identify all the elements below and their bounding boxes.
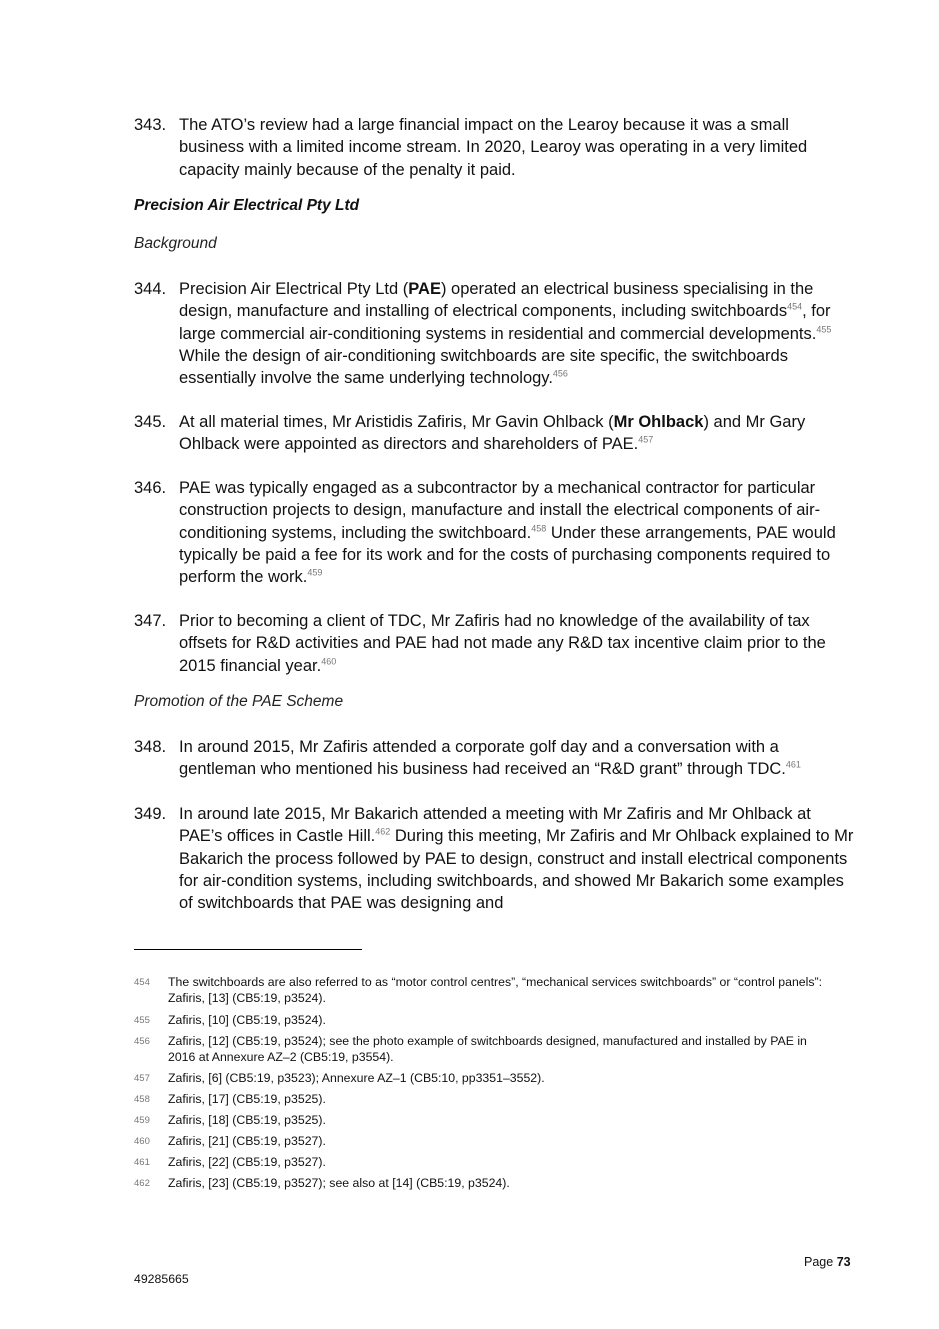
paragraph-345 — [134, 411, 854, 456]
footnote-ref[interactable]: 454 — [787, 301, 803, 312]
page-number-value: 73 — [836, 1255, 851, 1269]
defined-term: Mr Ohlback — [613, 413, 704, 431]
footnote-text: Zafiris, [10] (CB5:19, p3524). — [168, 1013, 326, 1027]
paragraph-number: 343. — [134, 116, 167, 134]
footnote-number: 458 — [134, 1094, 150, 1105]
footnote-text: Zafiris, [21] (CB5:19, p3527). — [168, 1134, 326, 1148]
paragraph-number: 347. — [134, 612, 167, 630]
paragraph-text: The ATO’s review had a large financial impact on the Learoy because it was a small business with a limited income stream. In 2020, Learoy was operating in a very limited capacity mainly because of the penalty it paid. — [179, 116, 808, 179]
footnote-number: 461 — [134, 1157, 150, 1168]
document-id: 49285665 — [134, 1272, 189, 1286]
paragraph-348 — [134, 736, 854, 781]
subsection-heading-promotion: Promotion of the PAE Scheme — [134, 693, 344, 710]
footnote-number: 457 — [134, 1073, 150, 1084]
footnote-ref[interactable]: 462 — [375, 826, 391, 837]
footnote-ref[interactable]: 456 — [552, 368, 568, 379]
footnote-ref[interactable]: 457 — [638, 434, 654, 445]
footnote-number: 454 — [134, 977, 150, 988]
footnote-ref[interactable]: 458 — [531, 523, 547, 534]
footnote-459 — [134, 1113, 834, 1129]
paragraph-text — [179, 411, 854, 456]
footnote-460 — [134, 1134, 834, 1150]
footnote-text: Zafiris, [18] (CB5:19, p3525). — [168, 1113, 326, 1127]
text-run: While the design of air-conditioning switchboards are site specific, the switchboards essentially involve the same underlying technology. — [179, 346, 788, 388]
subsection-heading-background: Background — [134, 235, 217, 252]
footnote-text: Zafiris, [6] (CB5:19, p3523); Annexure AZ–1 (CB5:10, pp3351–3552). — [168, 1071, 545, 1085]
paragraph-number: 349. — [134, 805, 167, 823]
text-run: At all material times, Mr Aristidis Zafiris, Mr Gavin Ohlback ( — [179, 413, 614, 431]
paragraph-343 — [134, 114, 854, 181]
paragraph-text — [179, 803, 854, 914]
paragraph-349 — [134, 803, 854, 914]
footnote-text: Zafiris, [17] (CB5:19, p3525). — [168, 1092, 326, 1106]
paragraph-347 — [134, 610, 854, 677]
footnote-ref[interactable]: 459 — [307, 567, 323, 578]
text-run: Precision Air Electrical Pty Ltd ( — [179, 280, 409, 298]
footnote-number: 456 — [134, 1036, 150, 1047]
text-run: , for large commercial air-conditioning systems in residential and commercial developments. — [179, 302, 831, 343]
footnote-461 — [134, 1155, 834, 1171]
paragraph-number: 344. — [134, 280, 167, 298]
paragraph-344 — [134, 278, 854, 389]
footnote-455 — [134, 1013, 834, 1029]
footnote-456 — [134, 1034, 834, 1065]
footnote-number: 455 — [134, 1015, 150, 1026]
footnote-454 — [134, 975, 834, 1006]
section-heading: Precision Air Electrical Pty Ltd — [134, 197, 360, 214]
text-run: Under these arrangements, PAE would typically be paid a fee for its work and for the costs of purchasing components required to perform the work. — [179, 523, 836, 587]
text-run: Prior to becoming a client of TDC, Mr Zafiris had no knowledge of the availability of tax offsets for R&D activities and PAE had not made any R&D tax incentive claim prior to the 2015 financial year. — [179, 612, 826, 675]
footnote-text: The switchboards are also referred to as “motor control centres”, “mechanical services switchboards” or “control panels”: Zafiris, [13] (CB5:19, p3524). — [168, 975, 823, 1005]
paragraph-number: 345. — [134, 413, 167, 431]
text-run: ) and Mr Gary Ohlback were appointed as directors and shareholders of PAE. — [179, 413, 806, 454]
footnote-ref[interactable]: 460 — [321, 656, 337, 667]
paragraph-number: 348. — [134, 738, 167, 756]
paragraph-text — [179, 610, 854, 677]
footnote-ref[interactable]: 455 — [816, 324, 832, 335]
footnote-457 — [134, 1071, 834, 1087]
paragraph-346 — [134, 477, 854, 588]
page-label: Page — [804, 1255, 834, 1269]
paragraph-text — [179, 477, 854, 588]
footnote-text: Zafiris, [23] (CB5:19, p3527); see also at [14] (CB5:19, p3524). — [168, 1176, 510, 1190]
footnote-separator — [134, 949, 362, 950]
footnote-number: 459 — [134, 1115, 150, 1126]
text-run: In around late 2015, Mr Bakarich attended a meeting with Mr Zafiris and Mr Ohlback at PAE’s offices in Castle Hill. — [179, 805, 811, 846]
page-number — [804, 1255, 851, 1269]
paragraph-text — [179, 736, 854, 781]
footnote-ref[interactable]: 461 — [785, 759, 801, 770]
text-run: In around 2015, Mr Zafiris attended a corporate golf day and a conversation with a gentleman who mentioned his business had received an “R&D grant” through TDC. — [179, 738, 786, 779]
footnote-462 — [134, 1176, 834, 1192]
footnote-number: 460 — [134, 1136, 150, 1147]
footnote-text: Zafiris, [22] (CB5:19, p3527). — [168, 1155, 326, 1169]
footnote-text: Zafiris, [12] (CB5:19, p3524); see the photo example of switchboards designed, manufactured and installed by PAE in 2016 at Annexure AZ–2 (CB5:19, p3554). — [168, 1034, 807, 1064]
text-run: ) operated an electrical business specialising in the design, manufacture and installing of electrical components, including switchboards — [179, 280, 814, 321]
text-run: During this meeting, Mr Zafiris and Mr Ohlback explained to Mr Bakarich the process followed by PAE to design, construct and install electrical components for air-condition systems, including switchboards, and showed Mr Bakarich some examples of switchboards that PAE was designing and — [179, 827, 854, 913]
paragraph-text — [179, 278, 854, 389]
defined-term: PAE — [408, 280, 441, 298]
footnote-458 — [134, 1092, 834, 1108]
paragraph-number: 346. — [134, 479, 167, 497]
text-run: PAE was typically engaged as a subcontractor by a mechanical contractor for particular construction projects to design, manufacture and install the electrical components of air-conditioning systems, including the switchboard. — [179, 479, 821, 542]
footnote-number: 462 — [134, 1178, 150, 1189]
